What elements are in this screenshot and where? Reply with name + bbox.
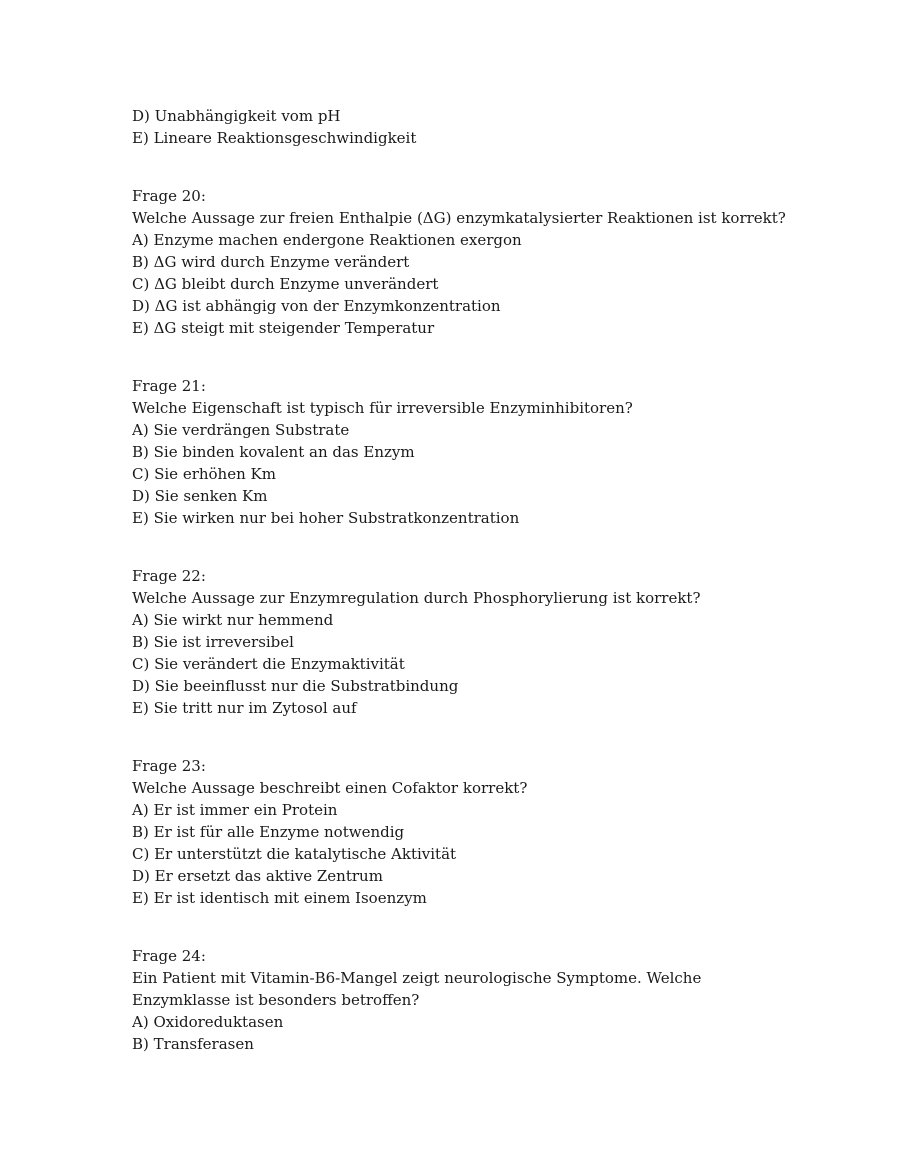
option-b: B) ΔG wird durch Enzyme verändert: [132, 253, 410, 271]
option-e: E) Er ist identisch mit einem Isoenzym: [132, 889, 427, 907]
option-c: C) ΔG bleibt durch Enzyme unverändert: [132, 275, 439, 293]
question-label: Frage 21:: [132, 377, 206, 395]
question-23: [132, 755, 792, 909]
question-21: [132, 375, 792, 529]
option-b: B) Transferasen: [132, 1035, 254, 1053]
option-e: E) ΔG steigt mit steigender Temperatur: [132, 319, 435, 337]
option-b: B) Sie binden kovalent an das Enzym: [132, 443, 415, 461]
question-label: Frage 24:: [132, 947, 206, 965]
option-d: D) Sie senken Km: [132, 487, 268, 505]
question-label: Frage 20:: [132, 187, 206, 205]
question-label: Frage 22:: [132, 567, 206, 585]
question-text: Ein Patient mit Vitamin-B6-Mangel zeigt neurologische Symptome. Welche Enzymklasse ist besonders betroffen?: [132, 969, 707, 1009]
option-a: A) Sie verdrängen Substrate: [132, 421, 350, 439]
question-text: Welche Aussage beschreibt einen Cofaktor korrekt?: [132, 779, 528, 797]
option-b: B) Sie ist irreversibel: [132, 633, 294, 651]
option-e: E) Sie tritt nur im Zytosol auf: [132, 699, 357, 717]
option-a: A) Enzyme machen endergone Reaktionen exergon: [132, 231, 522, 249]
option-d: D) ΔG ist abhängig von der Enzymkonzentration: [132, 297, 501, 315]
question-label: Frage 23:: [132, 757, 206, 775]
leading-options: [132, 105, 792, 149]
question-24: [132, 945, 792, 1055]
option-c: C) Er unterstützt die katalytische Aktivität: [132, 845, 457, 863]
option-d: D) Er ersetzt das aktive Zentrum: [132, 867, 383, 885]
document-page: [132, 105, 792, 1055]
question-text: Welche Eigenschaft ist typisch für irreversible Enzyminhibitoren?: [132, 399, 633, 417]
question-text: Welche Aussage zur freien Enthalpie (ΔG) enzymkatalysierter Reaktionen ist korrekt?: [132, 209, 786, 227]
question-text: Welche Aussage zur Enzymregulation durch Phosphorylierung ist korrekt?: [132, 589, 701, 607]
option-a: A) Sie wirkt nur hemmend: [132, 611, 334, 629]
option-d: D) Sie beeinflusst nur die Substratbindung: [132, 677, 459, 695]
option-c: C) Sie erhöhen Km: [132, 465, 276, 483]
option-e: E) Lineare Reaktionsgeschwindigkeit: [132, 129, 417, 147]
option-c: C) Sie verändert die Enzymaktivität: [132, 655, 405, 673]
question-20: [132, 185, 792, 339]
option-b: B) Er ist für alle Enzyme notwendig: [132, 823, 405, 841]
option-a: A) Er ist immer ein Protein: [132, 801, 338, 819]
option-e: E) Sie wirken nur bei hoher Substratkonzentration: [132, 509, 520, 527]
option-d: D) Unabhängigkeit vom pH: [132, 107, 341, 125]
question-22: [132, 565, 792, 719]
option-a: A) Oxidoreduktasen: [132, 1013, 284, 1031]
